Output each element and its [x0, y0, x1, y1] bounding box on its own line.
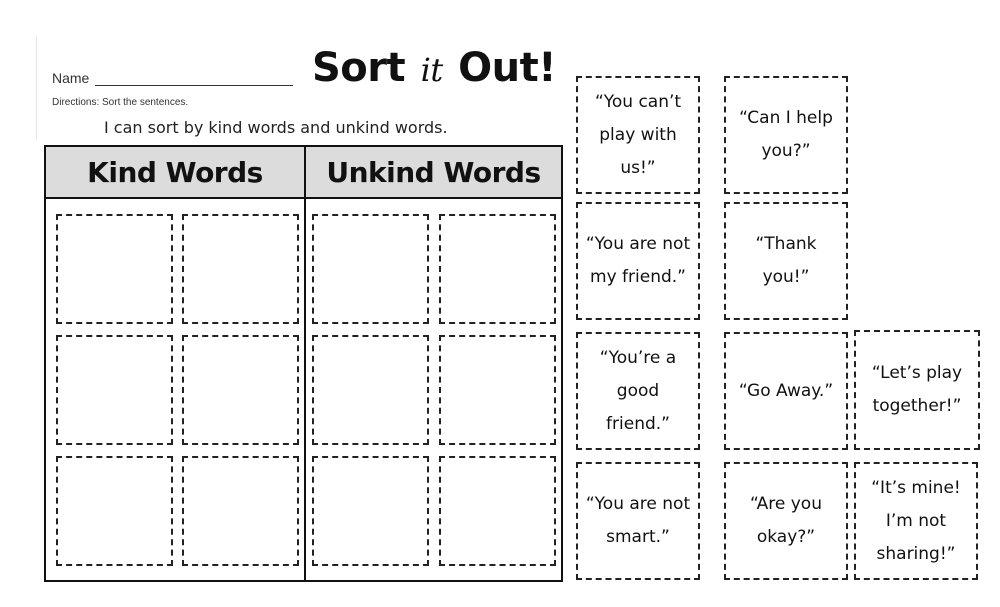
directions-text: Directions: Sort the sentences.	[52, 97, 189, 108]
name-label: Name	[52, 70, 90, 86]
sentence-card[interactable]: “You can’t play with us!”	[576, 76, 700, 194]
sentence-card[interactable]: “You are not smart.”	[576, 462, 700, 580]
sentence-card[interactable]: “Go Away.”	[724, 332, 848, 450]
unkind-drop-zone[interactable]	[439, 335, 556, 445]
unkind-drop-zone[interactable]	[439, 214, 556, 324]
sentence-card[interactable]: “Are you okay?”	[724, 462, 848, 580]
title-word-sort: Sort	[312, 45, 406, 91]
unkind-drop-zone[interactable]	[439, 456, 556, 566]
sentence-card[interactable]: “Thank you!”	[724, 202, 848, 320]
sentence-card[interactable]: “Can I help you?”	[724, 76, 848, 194]
unkind-drop-zone[interactable]	[312, 456, 429, 566]
name-field[interactable]	[95, 71, 293, 86]
kind-drop-zone[interactable]	[56, 456, 173, 566]
unkind-drop-zone[interactable]	[312, 214, 429, 324]
title-word-it: it	[420, 51, 443, 89]
objective-text: I can sort by kind words and unkind words.	[104, 118, 448, 137]
worksheet-title	[312, 44, 556, 94]
sentence-card[interactable]: “Let’s play together!”	[854, 330, 980, 450]
sentence-card[interactable]: “You’re a good friend.”	[576, 332, 700, 450]
page-edge	[36, 36, 37, 140]
kind-words-header: Kind Words	[46, 147, 304, 197]
sentence-card[interactable]: “You are not my friend.”	[576, 202, 700, 320]
header-rule	[46, 197, 561, 199]
column-divider	[304, 147, 306, 580]
kind-drop-zone[interactable]	[182, 335, 299, 445]
kind-drop-zone[interactable]	[182, 456, 299, 566]
title-word-out: Out!	[458, 45, 556, 91]
unkind-words-header: Unkind Words	[306, 147, 561, 197]
kind-drop-zone[interactable]	[182, 214, 299, 324]
sentence-card[interactable]: “It’s mine! I’m not sharing!”	[854, 462, 978, 580]
unkind-drop-zone[interactable]	[312, 335, 429, 445]
sort-table	[44, 145, 563, 582]
name-row	[52, 70, 293, 86]
kind-drop-zone[interactable]	[56, 335, 173, 445]
kind-drop-zone[interactable]	[56, 214, 173, 324]
